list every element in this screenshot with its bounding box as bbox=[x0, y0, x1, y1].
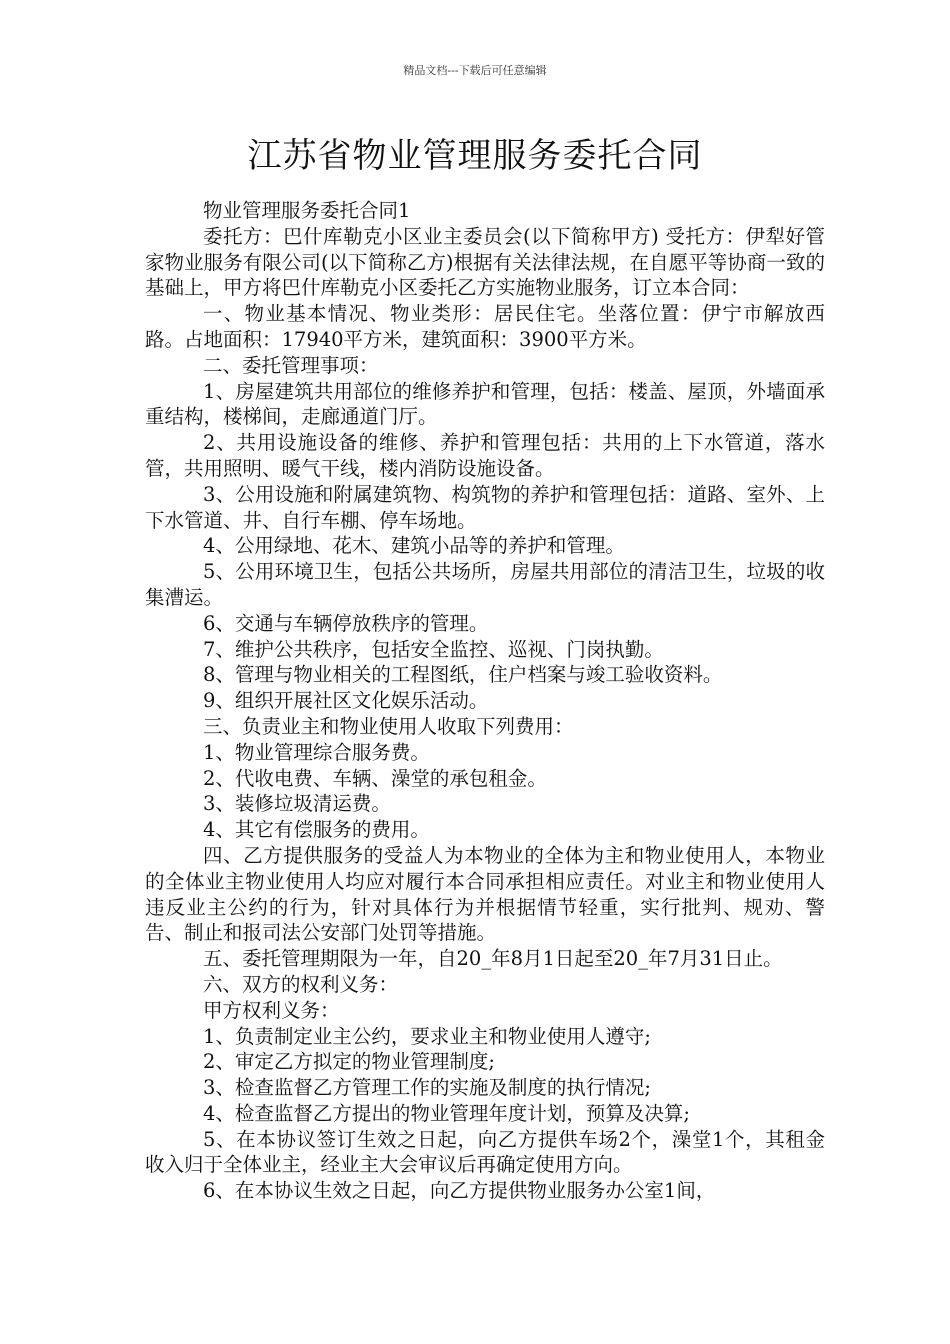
paragraph: 4、其它有偿服务的费用。 bbox=[203, 818, 430, 842]
paragraph: 四、乙方提供服务的受益人为本物业的全体为主和物业使用人，本物业的全体业主物业使用人均应对履行本合同承担相应责任。对业主和物业使用人违反业主公约的行为，针对具体行为并根据情节轻重，实行批判、规劝、警告、制止和报司法公安部门处罚等措施。 bbox=[145, 843, 825, 945]
paragraph: 4、公用绿地、花木、建筑小品等的养护和管理。 bbox=[203, 534, 625, 558]
paragraph: 3、装修垃圾清运费。 bbox=[203, 792, 391, 816]
paragraph: 三、负责业主和物业使用人收取下列费用： bbox=[203, 714, 574, 738]
paragraph: 1、房屋建筑共用部位的维修养护和管理，包括：楼盖、屋顶，外墙面承重结构，楼梯间，走廊通道门厅。 bbox=[145, 379, 825, 429]
paragraph: 二、委托管理事项： bbox=[203, 353, 379, 377]
paragraph: 甲方权利义务： bbox=[203, 998, 340, 1022]
paragraph: 2、共用设施设备的维修、养护和管理包括：共用的上下水管道，落水管，共用照明、暖气干线，楼内消防设施设备。 bbox=[145, 431, 825, 480]
paragraph: 7、维护公共秩序，包括安全监控、巡视、门岗执勤。 bbox=[203, 637, 664, 661]
paragraph: 5、公用环境卫生，包括公共场所，房屋共用部位的清洁卫生，垃圾的收集漕运。 bbox=[145, 560, 825, 609]
paragraph: 8、管理与物业相关的工程图纸，住户档案与竣工验收资料。 bbox=[203, 663, 723, 687]
document-body bbox=[145, 198, 825, 1204]
paragraph: 3、检查监督乙方管理工作的实施及制度的执行情况; bbox=[203, 1076, 651, 1100]
paragraph: 1、负责制定业主公约，要求业主和物业使用人遵守; bbox=[203, 1024, 651, 1048]
paragraph: 委托方：巴什库勒克小区业主委员会(以下简称甲方) 受托方：伊犁好管家物业服务有限公司(以下简称乙方)根据有关法律法规，在自愿平等协商一致的基础上，甲方将巴什库勒克小区委托乙方实施物业服务，订立本合同： bbox=[145, 224, 825, 300]
paragraph: 3、公用设施和附属建筑物、构筑物的养护和管理包括：道路、室外、上下水管道、井、自行车棚、停车场地。 bbox=[145, 482, 825, 532]
paragraph: 五、委托管理期限为一年，自20_年8月1日起至20_年7月31日止。 bbox=[203, 947, 783, 971]
paragraph: 9、组织开展社区文化娱乐活动。 bbox=[203, 689, 489, 713]
paragraph: 4、检查监督乙方提出的物业管理年度计划，预算及决算; bbox=[203, 1101, 690, 1125]
paragraph: 一、物业基本情况、物业类形：居民住宅。坐落位置：伊宁市解放西路。占地面积：17940平方米，建筑面积：3900平方米。 bbox=[145, 302, 825, 351]
paragraph: 6、交通与车辆停放秩序的管理。 bbox=[203, 611, 489, 635]
paragraph: 2、代收电费、车辆、澡堂的承包租金。 bbox=[203, 766, 547, 790]
paragraph: 5、在本协议签订生效之日起，向乙方提供车场2个，澡堂1个，其租金收入归于全体业主，经业主大会审议后再确定使用方向。 bbox=[145, 1127, 825, 1177]
page-header: 精品文档---下载后可任意编辑 bbox=[403, 64, 547, 77]
paragraph: 2、审定乙方拟定的物业管理制度; bbox=[203, 1050, 495, 1074]
paragraph: 6、在本协议生效之日起，向乙方提供物业服务办公室1间， bbox=[203, 1179, 716, 1203]
document-title: 江苏省物业管理服务委托合同 bbox=[247, 136, 703, 176]
paragraph: 六、双方的权利义务： bbox=[203, 972, 399, 996]
paragraph: 1、物业管理综合服务费。 bbox=[203, 740, 430, 764]
paragraph: 物业管理服务委托合同1 bbox=[203, 199, 411, 222]
